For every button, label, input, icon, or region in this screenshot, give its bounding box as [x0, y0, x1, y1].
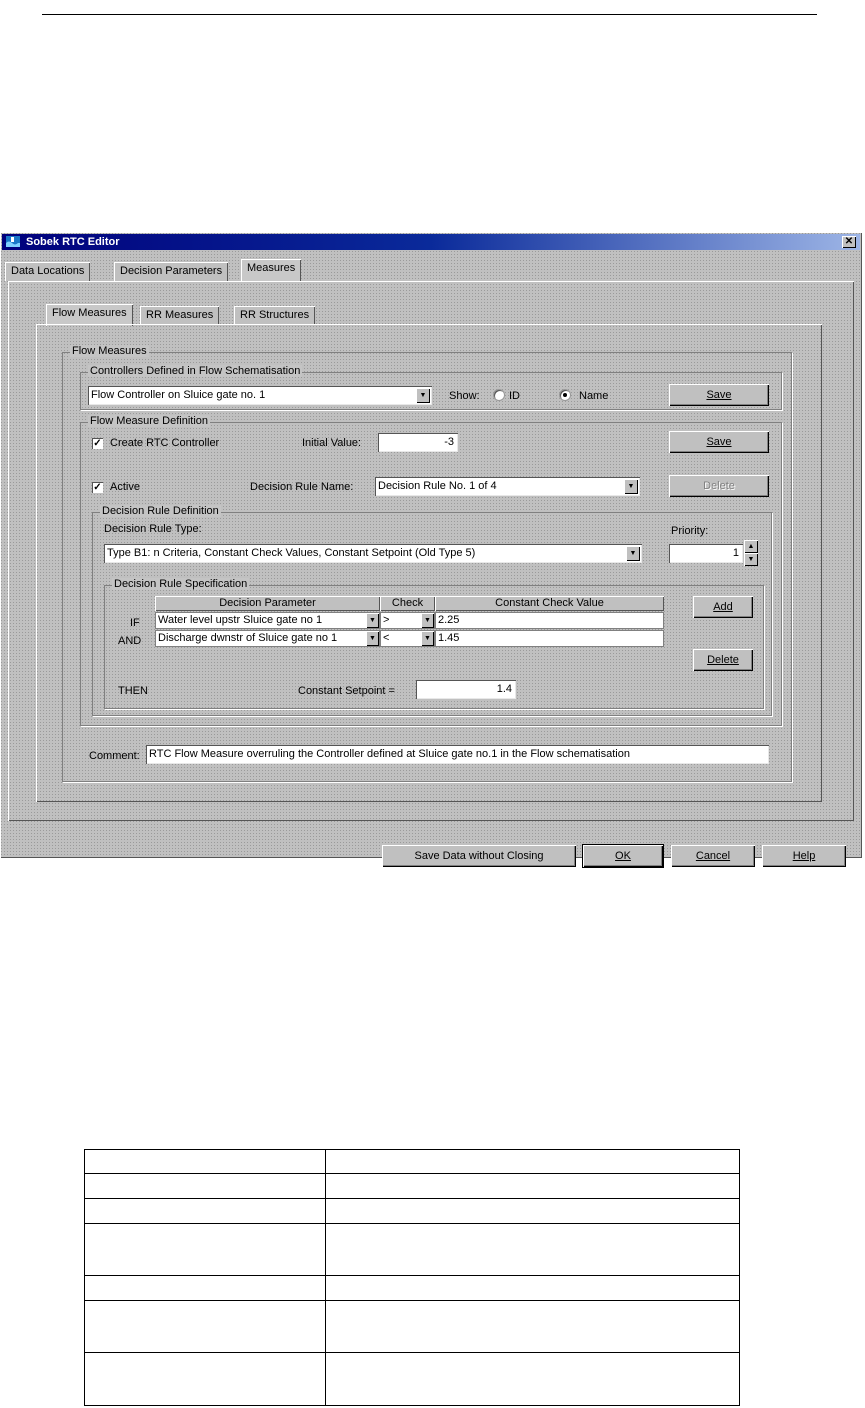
- controller-select[interactable]: [88, 386, 432, 405]
- window-title: Sobek RTC Editor: [26, 236, 120, 248]
- definition-delete-button[interactable]: Delete: [669, 475, 769, 497]
- tab-flow-measures[interactable]: Flow Measures: [46, 304, 133, 326]
- grid-header-check: Check: [380, 596, 435, 611]
- then-label: THEN: [118, 685, 148, 697]
- flow-measures-group-label: Flow Measures: [72, 345, 147, 357]
- constant-setpoint-label: Constant Setpoint =: [298, 685, 395, 697]
- show-name-label: Name: [579, 390, 609, 402]
- page-header-rule: [42, 14, 817, 15]
- tab-rr-structures[interactable]: RR Structures: [234, 306, 315, 325]
- tab-rr-measures[interactable]: RR Measures: [140, 306, 219, 325]
- tab-data-locations[interactable]: Data Locations: [5, 262, 90, 281]
- decision-rule-name-select[interactable]: Decision Rule No. 1 of 4 ▼: [375, 477, 640, 496]
- controllers-group-label: Controllers Defined in Flow Schematisation: [90, 365, 301, 377]
- initial-value-input[interactable]: -3: [378, 433, 458, 452]
- chevron-down-icon[interactable]: ▼: [624, 479, 638, 494]
- chevron-down-icon[interactable]: ▼: [421, 631, 434, 646]
- decision-rule-definition-label: Decision Rule Definition: [102, 505, 219, 517]
- show-name-radio[interactable]: [560, 390, 570, 400]
- delete-rule-button[interactable]: Delete: [693, 649, 753, 671]
- row2-value-input[interactable]: 1.45: [435, 630, 664, 647]
- comment-input[interactable]: RTC Flow Measure overruling the Controller defined at Sluice gate no.1 in the Flow schematisation: [146, 745, 769, 764]
- cancel-button[interactable]: Cancel: [671, 845, 755, 867]
- controller-select-value: Flow Controller on Sluice gate no. 1: [91, 389, 266, 401]
- active-checkbox[interactable]: ✓: [93, 482, 102, 493]
- show-id-label: ID: [509, 390, 520, 402]
- ok-button[interactable]: OK: [583, 845, 663, 867]
- chevron-down-icon[interactable]: ▼: [366, 631, 379, 646]
- row2-check-select[interactable]: < ▼: [380, 630, 435, 647]
- decision-rule-type-label: Decision Rule Type:: [104, 523, 202, 535]
- help-button[interactable]: Help: [762, 845, 846, 867]
- grid-header-parameter: Decision Parameter: [155, 596, 380, 611]
- show-label: Show:: [449, 390, 480, 402]
- tab-decision-parameters[interactable]: Decision Parameters: [114, 262, 228, 281]
- chevron-down-icon[interactable]: ▼: [366, 613, 379, 628]
- chevron-down-icon[interactable]: ▼: [626, 546, 640, 561]
- empty-document-table: [84, 1149, 740, 1406]
- constant-setpoint-input[interactable]: 1.4: [416, 680, 516, 699]
- row1-value-input[interactable]: 2.25: [435, 612, 664, 629]
- save-without-closing-button[interactable]: Save Data without Closing: [382, 845, 576, 867]
- controllers-save-button[interactable]: Save: [669, 384, 769, 406]
- tab-measures[interactable]: Measures: [241, 259, 301, 281]
- create-rtc-controller-checkbox[interactable]: ✓: [93, 438, 102, 449]
- decision-rule-type-select[interactable]: Type B1: n Criteria, Constant Check Values, Constant Setpoint (Old Type 5) ▼: [104, 544, 642, 563]
- definition-save-button[interactable]: Save: [669, 431, 769, 453]
- app-icon: [6, 236, 20, 247]
- priority-down-icon[interactable]: ▼: [744, 553, 758, 566]
- close-icon[interactable]: ✕: [842, 236, 856, 248]
- row1-check-select[interactable]: > ▼: [380, 612, 435, 629]
- flow-measure-definition-label: Flow Measure Definition: [90, 415, 208, 427]
- show-id-radio[interactable]: [494, 390, 504, 400]
- chevron-down-icon[interactable]: ▼: [421, 613, 434, 628]
- title-bar[interactable]: [2, 234, 860, 250]
- comment-label: Comment:: [89, 750, 140, 762]
- decision-rule-specification-label: Decision Rule Specification: [114, 578, 248, 590]
- add-rule-button[interactable]: Add: [693, 596, 753, 618]
- row2-parameter-select[interactable]: Discharge dwnstr of Sluice gate no 1 ▼: [155, 630, 380, 647]
- priority-label: Priority:: [671, 525, 709, 537]
- grid-header-value: Constant Check Value: [435, 596, 664, 611]
- row1-operator: IF: [130, 617, 140, 629]
- chevron-down-icon[interactable]: ▼: [416, 388, 430, 403]
- row1-parameter-select[interactable]: Water level upstr Sluice gate no 1 ▼: [155, 612, 380, 629]
- decision-rule-name-label: Decision Rule Name:: [250, 481, 354, 493]
- priority-input[interactable]: 1: [669, 544, 743, 563]
- active-label: Active: [110, 481, 140, 493]
- initial-value-label: Initial Value:: [302, 437, 362, 449]
- row2-operator: AND: [118, 635, 142, 647]
- priority-up-icon[interactable]: ▲: [744, 540, 758, 553]
- create-rtc-controller-label: Create RTC Controller: [110, 437, 220, 449]
